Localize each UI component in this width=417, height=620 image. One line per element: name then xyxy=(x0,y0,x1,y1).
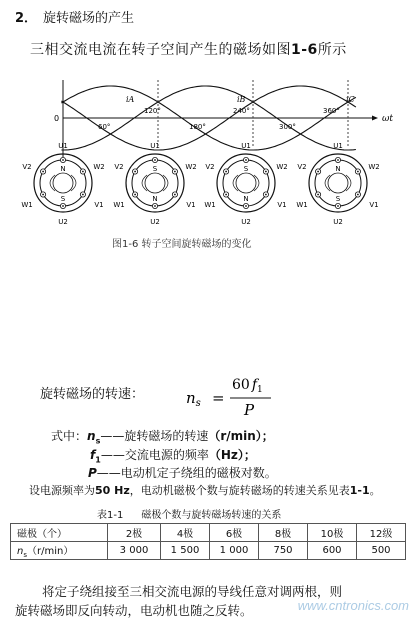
section-number: 2． xyxy=(15,11,38,26)
terminal-left-top: V2 xyxy=(205,163,215,171)
angle-360: 360° xyxy=(323,107,340,115)
setup-sentence xyxy=(29,482,381,498)
table-cell: 12级 xyxy=(357,524,406,542)
setup-freq: 50 Hz xyxy=(95,484,130,497)
label-ic: iC xyxy=(346,95,355,104)
speed-label: 旋转磁场的转速： xyxy=(40,387,145,402)
speed-formula xyxy=(186,373,296,421)
def-symbol-ns: $n_s$ xyxy=(87,429,101,446)
conductor-dot xyxy=(337,159,339,161)
rotor-core xyxy=(236,173,256,193)
rotor-core xyxy=(53,173,73,193)
terminal-left-top: V2 xyxy=(22,163,32,171)
angle-60: 60° xyxy=(98,123,111,131)
terminal-top: U1 xyxy=(150,142,160,150)
definition-row-p xyxy=(88,464,277,481)
setup-pre: 设电源频率为 xyxy=(29,484,95,497)
intro-fig-ref: 1-6 xyxy=(291,42,318,58)
terminal-left-bottom: W1 xyxy=(21,201,33,209)
table-cell: 1 500 xyxy=(161,542,210,560)
pole-bottom: S xyxy=(60,195,66,203)
definition-row-f1 xyxy=(90,446,256,464)
conductor-dot xyxy=(62,159,64,161)
terminal-top: U1 xyxy=(58,142,68,150)
conductor-dot xyxy=(357,171,359,173)
conductor-dot xyxy=(134,194,136,196)
waveform-figure xyxy=(0,62,417,232)
closing-line-1: 将定子绕组接至三相交流电源的导线任意对调两根，则 xyxy=(42,584,343,599)
label-origin: 0 xyxy=(54,114,60,123)
pole-top: S xyxy=(152,165,158,173)
axis-arrow xyxy=(372,116,378,121)
def-unit-f1: （Hz）； xyxy=(208,448,256,462)
table-row-label: $n_s(r/\min)$ xyxy=(11,542,108,560)
table-number: 表1-1 xyxy=(97,510,124,521)
terminal-bottom: U2 xyxy=(58,218,68,226)
table-header-label: 磁极（个） xyxy=(11,524,108,542)
conductor-dot xyxy=(245,205,247,207)
conductor-dot xyxy=(357,194,359,196)
rotor-diagrams xyxy=(21,142,379,226)
formula-num-sub: 1 xyxy=(257,385,263,395)
rotor-core xyxy=(328,173,348,193)
terminal-left-bottom: W1 xyxy=(113,201,125,209)
conductor-dot xyxy=(134,171,136,173)
conductor-dot xyxy=(42,171,44,173)
conductor-dot xyxy=(174,171,176,173)
conductor-dot xyxy=(337,205,339,207)
terminal-top: U1 xyxy=(333,142,343,150)
terminal-left-top: V2 xyxy=(297,163,307,171)
formula-eq: = xyxy=(212,389,225,407)
conductor-dot xyxy=(62,205,64,207)
table-cell: 4极 xyxy=(161,524,210,542)
conductor-dot xyxy=(225,194,227,196)
conductor-dot xyxy=(245,159,247,161)
terminal-left-bottom: W1 xyxy=(296,201,308,209)
formula-num xyxy=(232,377,263,395)
terminal-top: U1 xyxy=(241,142,251,150)
intro-text xyxy=(30,39,347,59)
figure-caption: 图1-6 转子空间旋转磁场的变化 xyxy=(112,239,252,250)
setup-mid: ，电动机磁极个数与旋转磁场的转速关系见表 xyxy=(129,484,350,497)
conductor-dot xyxy=(225,171,227,173)
terminal-right-bottom: V1 xyxy=(94,201,104,209)
angle-120: 120° xyxy=(144,107,161,115)
terminal-bottom: U2 xyxy=(241,218,251,226)
terminal-bottom: U2 xyxy=(333,218,343,226)
table-cell: 750 xyxy=(259,542,308,560)
formula-n-sub: s xyxy=(195,398,201,409)
closing-line-2: 旋转磁场即反向转动，电动机也随之反转。 xyxy=(15,603,253,618)
rotor-diagram-4 xyxy=(296,142,379,226)
pole-top: N xyxy=(60,165,66,173)
def-unit-ns: （r/min）； xyxy=(208,429,274,443)
terminal-bottom: U2 xyxy=(150,218,160,226)
terminal-right-bottom: V1 xyxy=(369,201,379,209)
terminal-left-bottom: W1 xyxy=(204,201,216,209)
terminal-right-top: W2 xyxy=(368,163,380,171)
pole-top: S xyxy=(243,165,249,173)
conductor-dot xyxy=(82,194,84,196)
def-dash-f1: —— xyxy=(100,448,125,462)
pole-bottom: N xyxy=(152,195,158,203)
formula-num-var: f xyxy=(251,377,258,393)
conductor-dot xyxy=(317,171,319,173)
pole-bottom: N xyxy=(243,195,249,203)
conductor-dot xyxy=(265,171,267,173)
angle-180: 180° xyxy=(189,123,206,131)
setup-ref: 1-1 xyxy=(349,484,370,497)
pole-top: N xyxy=(335,165,341,173)
conductor-dot xyxy=(82,171,84,173)
def-text-p: 电动机定子绕组的磁极对数。 xyxy=(120,466,277,480)
formula-num-const: 60 xyxy=(232,377,250,393)
table-cell: 8极 xyxy=(259,524,308,542)
def-symbol-p: P xyxy=(88,466,97,480)
def-text-ns: 旋转磁场的转速 xyxy=(124,429,209,443)
table-cell: 500 xyxy=(357,542,406,560)
rotor-diagram-2 xyxy=(113,142,196,226)
label-ia: iA xyxy=(126,95,135,104)
conductor-dot xyxy=(154,159,156,161)
conductor-dot xyxy=(317,194,319,196)
angle-240: 240° xyxy=(233,107,250,115)
table-row-speeds xyxy=(11,542,406,560)
formula-n: n xyxy=(186,389,196,407)
terminal-right-top: W2 xyxy=(93,163,105,171)
pole-bottom: S xyxy=(335,195,341,203)
table-row-poles xyxy=(11,524,406,542)
section-title: 旋转磁场的产生 xyxy=(43,11,135,26)
table-cell: 10极 xyxy=(308,524,357,542)
intro-body: 三相交流电流在转子空间产生的磁场如图 xyxy=(30,42,291,58)
terminal-right-top: W2 xyxy=(276,163,288,171)
terminal-right-bottom: V1 xyxy=(186,201,196,209)
terminal-left-top: V2 xyxy=(114,163,124,171)
table-cell: 2极 xyxy=(108,524,161,542)
table-title-text: 磁极个数与旋转磁场转速的关系 xyxy=(141,510,282,521)
label-ib: iB xyxy=(237,95,246,104)
watermark: www.cntronics.com xyxy=(297,598,409,613)
setup-end: 。 xyxy=(369,484,381,497)
intro-suffix: 所示 xyxy=(317,42,347,58)
definitions-prefix: 式中： xyxy=(51,429,88,443)
phase-markers xyxy=(158,80,348,148)
def-dash-ns: —— xyxy=(100,429,125,443)
formula-lhs xyxy=(186,389,201,409)
table-cell: 1 000 xyxy=(210,542,259,560)
terminal-right-bottom: V1 xyxy=(277,201,287,209)
def-text-f1: 交流电源的频率 xyxy=(124,448,209,462)
table-title xyxy=(97,506,281,521)
conductor-dot xyxy=(42,194,44,196)
formula-den: P xyxy=(244,401,255,419)
rotor-diagram-3 xyxy=(204,142,287,226)
def-dash-p: —— xyxy=(96,466,121,480)
terminal-right-top: W2 xyxy=(185,163,197,171)
poles-speed-table xyxy=(10,523,406,560)
table-cell: 3 000 xyxy=(108,542,161,560)
conductor-dot xyxy=(154,205,156,207)
table-cell: 6极 xyxy=(210,524,259,542)
conductor-dot xyxy=(265,194,267,196)
label-omega-t: ωt xyxy=(382,114,393,124)
conductor-dot xyxy=(174,194,176,196)
angle-300: 300° xyxy=(279,123,296,131)
table-cell: 600 xyxy=(308,542,357,560)
def-symbol-f1: $f_1$ xyxy=(90,448,101,465)
rotor-core xyxy=(145,173,165,193)
section-heading xyxy=(15,7,134,26)
definition-row-ns xyxy=(51,427,274,445)
